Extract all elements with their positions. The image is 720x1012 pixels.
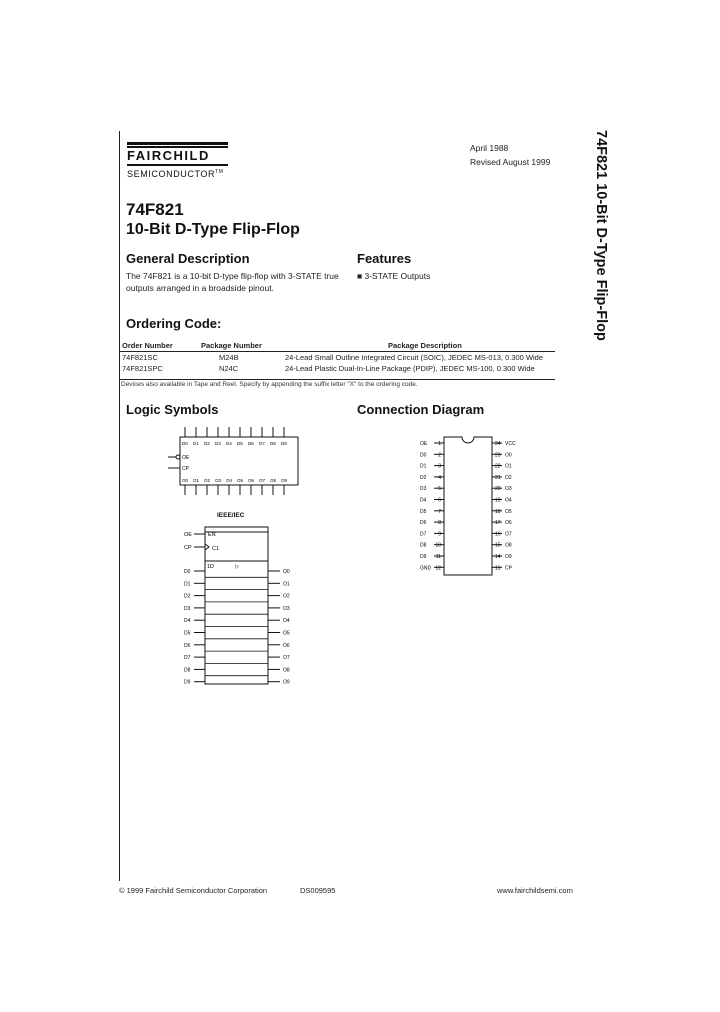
conn-right-pin-name: O2 <box>505 474 512 481</box>
conn-left-pin-number: 9 <box>438 531 441 538</box>
ieee-input-label: D4 <box>184 618 191 625</box>
conn-left-pin-name: D3 <box>420 486 427 493</box>
column-header: Package Number <box>199 340 283 352</box>
ls-output-label: O9 <box>281 478 288 483</box>
ls-input-label: D9 <box>281 441 287 446</box>
conn-left-pin-name: D6 <box>420 520 427 527</box>
ieee-output-label: O5 <box>283 630 290 637</box>
conn-right-pin-number: 15 <box>495 542 501 549</box>
conn-left-pin-name: D9 <box>420 554 427 560</box>
ieee-output-label: O7 <box>283 655 290 662</box>
conn-left-pin-number: 4 <box>438 474 441 481</box>
conn-right-pin-name: O7 <box>505 531 512 538</box>
ieee-input-label: D7 <box>184 655 191 662</box>
table-bottom-rule <box>120 379 555 380</box>
ieee-output-label: O1 <box>283 581 290 588</box>
ls-input-label: D3 <box>215 441 221 446</box>
footer-url: www.fairchildsemi.com <box>497 886 573 895</box>
conn-left-pin-number: 11 <box>435 554 441 560</box>
conn-right-pin-number: 23 <box>495 452 501 459</box>
page-left-rule <box>119 131 120 881</box>
ls-output-label: O0 <box>182 478 189 483</box>
ieee-en-label: EN <box>208 532 216 538</box>
ieee-input-label: D9 <box>184 679 191 686</box>
ls-input-label: D0 <box>182 441 188 446</box>
table-cell: 24-Lead Small Outline Integrated Circuit (SOIC), JEDEC MS-013, 0.300 Wide <box>285 353 544 362</box>
conn-right-pin-number: 13 <box>495 565 501 572</box>
ls-input-label: D6 <box>248 441 254 446</box>
conn-right-pin-number: 16 <box>495 531 501 538</box>
ieee-input-label: D6 <box>184 642 191 649</box>
ls-input-label: D7 <box>259 441 265 446</box>
table-header-row <box>120 340 555 352</box>
ieee-oe-pin: OE <box>184 532 192 538</box>
ls-output-label: O4 <box>226 478 233 483</box>
conn-left-pin-number: 2 <box>438 452 441 459</box>
conn-left-pin-name: OE <box>420 441 428 447</box>
conn-right-pin-name: O9 <box>505 554 512 560</box>
ieee-output-label: O9 <box>283 679 290 686</box>
ieee-c1-label: C1 <box>212 546 220 552</box>
ieee-input-label: D0 <box>184 569 191 575</box>
conn-left-pin-number: 7 <box>438 508 441 515</box>
conn-left-pin-number: 6 <box>438 497 441 504</box>
conn-right-pin-number: 22 <box>495 463 501 470</box>
ls-oe-label: OE <box>182 455 190 461</box>
ieee-output-label: O6 <box>283 642 290 649</box>
ls-output-label: O3 <box>215 478 222 483</box>
conn-right-pin-number: 17 <box>495 520 501 527</box>
logic-symbols-heading: Logic Symbols <box>126 402 219 417</box>
conn-left-pin-name: GND <box>420 565 432 572</box>
features-heading: Features <box>357 251 412 266</box>
table-cell: 24-Lead Plastic Dual-In-Line Package (PDIP), JEDEC MS-100, 0.300 Wide <box>285 364 535 373</box>
table-cell: M24B <box>219 353 239 362</box>
ieee-output-label: O8 <box>283 667 290 674</box>
side-title: 74F821 10-Bit D-Type Flip-Flop <box>593 130 609 341</box>
ieee-input-label: D5 <box>184 630 191 637</box>
ieee-output-label: O2 <box>283 593 290 600</box>
conn-right-pin-name: CP <box>505 565 512 572</box>
ieee-cp-pin: CP <box>184 545 192 551</box>
ieee-buffer-label: ▷ <box>235 564 240 570</box>
conn-right-pin-name: VCC <box>505 441 516 447</box>
part-number: 74F821 <box>126 200 184 219</box>
conn-right-pin-name: O5 <box>505 508 512 515</box>
footer-doc: DS009595 <box>300 886 336 895</box>
ieee-input-label: D8 <box>184 667 191 674</box>
table-cell: 74F821SPC <box>122 364 163 373</box>
footer-copyright: © 1999 Fairchild Semiconductor Corporation <box>119 886 268 895</box>
conn-right-pin-name: O4 <box>505 497 512 504</box>
table-row <box>120 363 555 374</box>
table-cell: 74F821SC <box>122 353 158 362</box>
table-row <box>120 352 555 364</box>
ieee-label: IEEE/IEC <box>217 512 245 519</box>
conn-right-pin-number: 14 <box>495 554 501 560</box>
column-header: Order Number <box>120 340 199 352</box>
ordering-table <box>120 340 555 374</box>
date-original: April 1988 <box>470 143 509 153</box>
ieee-input-label: D2 <box>184 593 191 600</box>
conn-left-pin-number: 8 <box>438 520 441 527</box>
conn-left-pin-name: D5 <box>420 508 427 515</box>
conn-right-pin-number: 24 <box>495 441 501 447</box>
conn-right-pin-number: 20 <box>495 486 501 493</box>
ls-output-label: O1 <box>193 478 200 483</box>
logic-symbol-diagram <box>160 425 320 500</box>
connection-diagram <box>418 432 528 580</box>
ieee-1d-label: 1D <box>207 564 215 570</box>
ls-output-label: O5 <box>237 478 244 483</box>
logo-name: FAIRCHILD <box>127 148 210 163</box>
ls-output-label: O2 <box>204 478 211 483</box>
conn-right-pin-name: O3 <box>505 486 512 493</box>
table-cell: N24C <box>219 364 239 373</box>
ls-input-label: D2 <box>204 441 210 446</box>
logo-sub: SEMICONDUCTOR™ <box>127 169 224 179</box>
conn-right-pin-number: 21 <box>495 474 501 481</box>
date-revised: Revised August 1999 <box>470 157 551 167</box>
ieee-output-label: O3 <box>283 605 290 612</box>
ls-input-label: D8 <box>270 441 276 446</box>
conn-left-pin-number: 3 <box>438 463 441 470</box>
ieee-symbol-diagram <box>180 524 300 689</box>
conn-left-pin-name: D1 <box>420 463 427 470</box>
fairchild-logo <box>127 142 229 180</box>
ieee-output-label: O0 <box>283 569 290 575</box>
conn-right-pin-number: 18 <box>495 508 501 515</box>
conn-left-pin-number: 10 <box>435 542 441 549</box>
conn-left-pin-name: D4 <box>420 497 427 504</box>
features-item: ■ 3-STATE Outputs <box>357 271 431 281</box>
connection-diagram-heading: Connection Diagram <box>357 402 485 417</box>
conn-right-pin-name: O6 <box>505 520 512 527</box>
ls-input-label: D1 <box>193 441 199 446</box>
ls-output-label: O8 <box>270 478 277 483</box>
ieee-input-label: D3 <box>184 605 191 612</box>
conn-left-pin-name: D8 <box>420 542 427 549</box>
ls-cp-label: CP <box>182 466 189 472</box>
ls-input-label: D5 <box>237 441 243 446</box>
conn-left-pin-number: 12 <box>435 565 441 572</box>
general-description-text: The 74F821 is a 10-bit D-type flip-flop with 3-STATE true outputs arranged in a broadside pinout. <box>126 271 339 293</box>
ieee-output-label: O4 <box>283 618 290 625</box>
conn-left-pin-name: D7 <box>420 531 427 538</box>
ls-input-label: D4 <box>226 441 232 446</box>
general-description-heading: General Description <box>126 251 250 266</box>
ordering-note: Devices also available in Tape and Reel. Specify by appending the suffix letter "X" to the ordering code. <box>121 381 418 388</box>
page-title: 10-Bit D-Type Flip-Flop <box>126 221 300 238</box>
ordering-heading: Ordering Code: <box>126 316 222 331</box>
conn-left-pin-name: D2 <box>420 474 427 481</box>
conn-left-pin-number: 1 <box>438 441 441 447</box>
ieee-input-label: D1 <box>184 581 191 588</box>
ls-output-label: O7 <box>259 478 266 483</box>
conn-right-pin-name: O1 <box>505 463 512 470</box>
conn-left-pin-name: D0 <box>420 452 427 459</box>
conn-right-pin-name: O8 <box>505 542 512 549</box>
conn-left-pin-number: 5 <box>438 486 441 493</box>
ls-output-label: O6 <box>248 478 255 483</box>
conn-right-pin-name: O0 <box>505 452 512 459</box>
conn-right-pin-number: 19 <box>495 497 501 504</box>
column-header: Package Description <box>283 340 555 352</box>
